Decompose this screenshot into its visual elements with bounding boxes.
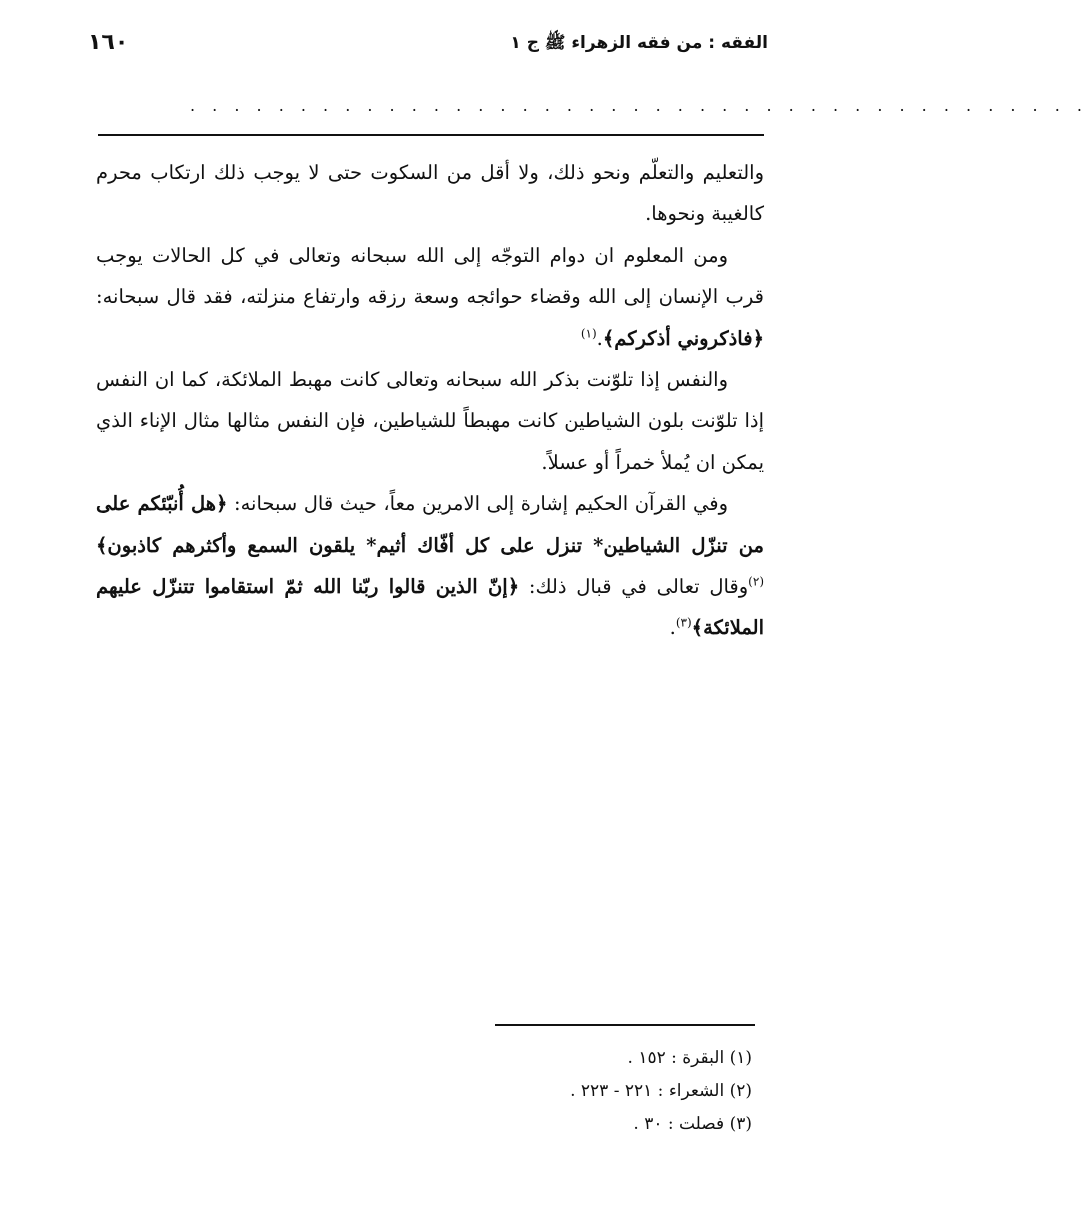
footnote-ref-1: (١) (580, 326, 597, 341)
paragraph-4-text: وفي القرآن الحكيم إشارة إلى الامرين معاً، حيث قال سبحانه: (227, 492, 728, 516)
footnote-2: (٢) الشعراء : ٢٢١ - ٢٢٣ . (570, 1081, 752, 1101)
top-rule (98, 134, 764, 136)
paragraph-2-text: ومن المعلوم ان دوام التوجّه إلى الله سبحانه وتعالى في كل الحالات يوجب قرب الإنسان إلى الله وقضاء حوائجه وسعة رزقه وارتفاع منزلته، فقد قال سبحانه: (96, 243, 764, 309)
paragraph-4-end: . (669, 616, 676, 640)
separator-dots: . . . . . . . . . . . . . . . . . . . . . . . . . . . . . . . . . . . . . . . . . (190, 96, 1088, 115)
footnote-rule (495, 1024, 755, 1026)
running-title: الفقه : من فقه الزهراء ﷺ ج ١ (510, 33, 768, 53)
main-text (96, 152, 764, 649)
paragraph-4 (96, 483, 764, 649)
quran-quote: ﴿إنّ الذين قالوا ربّنا الله ثمّ استقاموا تتنزّل عليهم الملائكة﴾ (96, 575, 764, 640)
paragraph-1: والتعليم والتعلّم ونحو ذلك، ولا أقل من السكوت حتى لا يوجب ذلك ارتكاب محرم كالغيبة ونحوها. (96, 161, 764, 226)
paragraph-2-end: . (596, 326, 603, 350)
page-number: ١٦٠ (88, 30, 129, 55)
footnote-3: (٣) فصلت : ٣٠ . (633, 1114, 752, 1134)
footnote-1: (١) البقرة : ١٥٢ . (627, 1048, 752, 1068)
quran-quote: ﴿فاذكروني أذكركم﴾ (602, 326, 764, 350)
footnote-ref-3: (٣) (675, 615, 692, 630)
footnote-ref-2: (٢) (748, 574, 764, 589)
paragraph-2 (96, 235, 764, 359)
page-header (88, 28, 768, 68)
paragraph-4-mid: وقال تعالى في قبال ذلك: (519, 575, 749, 599)
paragraph-3: والنفس إذا تلوّنت بذكر الله سبحانه وتعالى كانت مهبط الملائكة، كما ان النفس إذا تلوّنت بلون الشياطين كانت مهبطاً للشياطين، فإن النفس مثالها مثال الإناء الذي يمكن ان يُملأ خمراً أو عسلاً. (96, 368, 764, 474)
quran-quote: ﴿هل أُنبّئكم على من تنزّل الشياطين* تنزل على كل أفّاك أثيم* يلقون السمع وأكثرهم كاذبون﴾ (96, 492, 764, 557)
footnotes (570, 1042, 752, 1141)
